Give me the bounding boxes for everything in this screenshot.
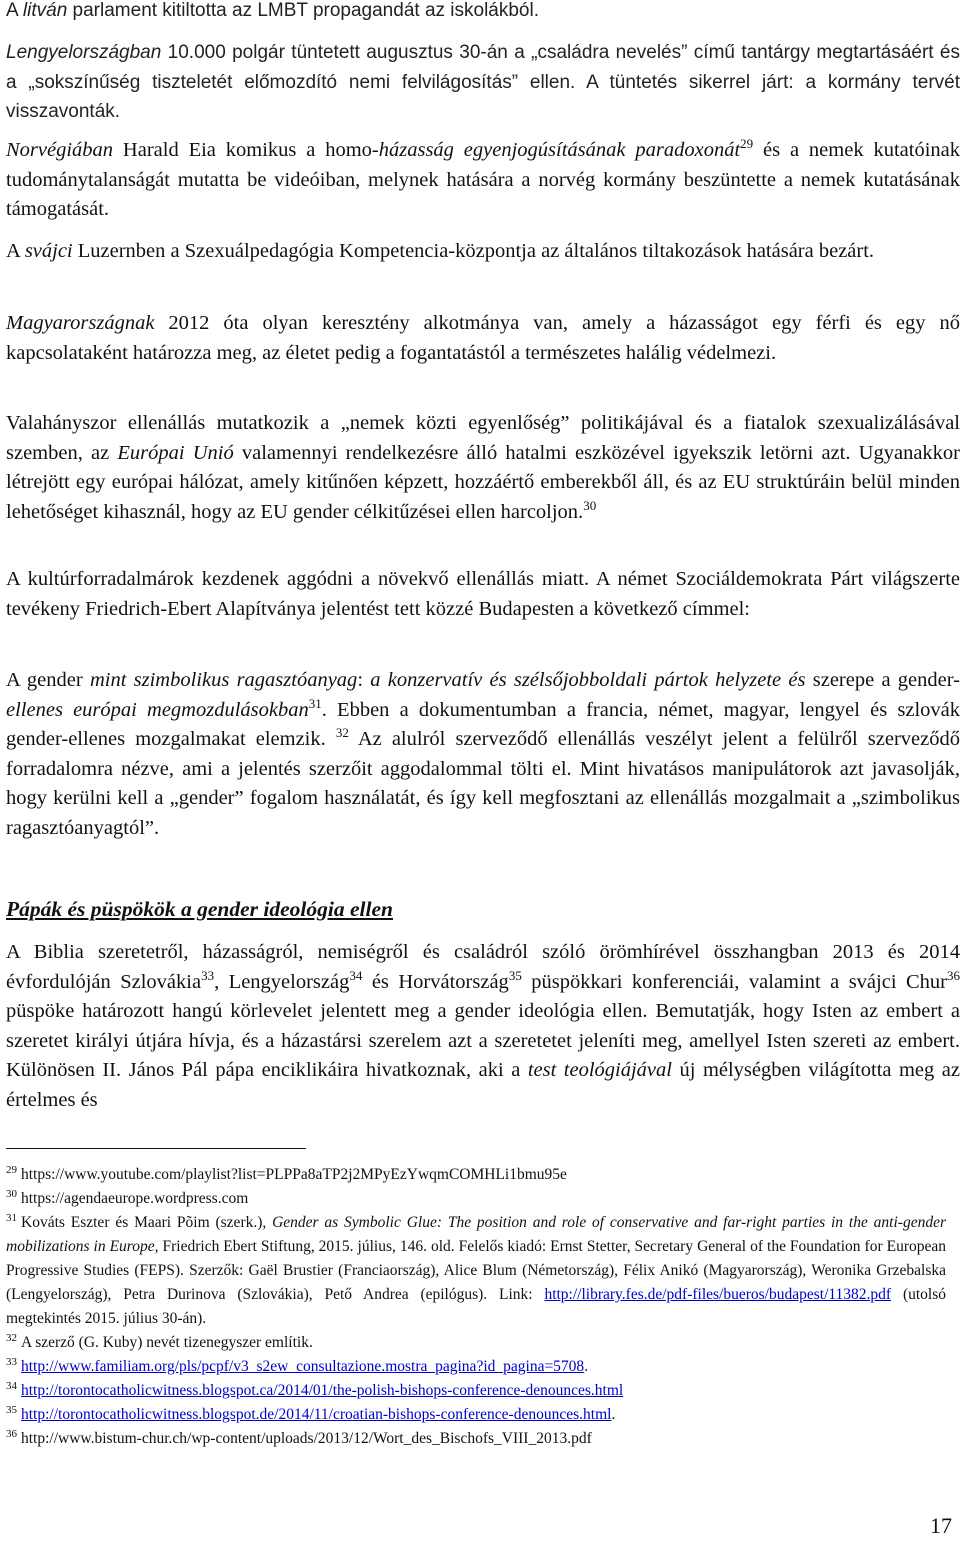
footnote-number: 36 — [6, 1427, 17, 1440]
paragraph-text: : — [357, 669, 371, 691]
footnote-number: 29 — [6, 1163, 17, 1176]
footnote-separator — [6, 1148, 306, 1149]
footnote-text: A szerző (G. Kuby) nevét tizenegyszer említik. — [21, 1334, 313, 1351]
footnote-36 — [6, 1427, 946, 1451]
paragraph-lithuania: A litván parlament kitiltotta az LMBT propagandát az iskolákból. — [6, 0, 539, 21]
paragraph-poland — [6, 38, 960, 127]
footnote-text: (utolsó megtekintés 2015. július 30-án). — [6, 1286, 946, 1327]
italic-phrase: test teológiájával — [527, 1059, 672, 1081]
italic-phrase: mint szimbolikus ragasztóanyag — [89, 669, 358, 691]
paragraph-hungary — [6, 309, 960, 368]
section-heading: Pápák és püspökök a gender ideológia ellen — [6, 897, 393, 921]
footnote-text: Kováts Eszter és Maari Põim (szerk.), — [21, 1214, 273, 1231]
footnote-29 — [6, 1163, 946, 1187]
footnote-ref: 32 — [335, 725, 349, 741]
footnote-ref: 36 — [947, 967, 960, 983]
paragraph-gender-glue — [6, 666, 960, 843]
footnote-text: http://www.bistum-chur.ch/wp-content/uploads/2013/12/Wort_des_Bischofs_VIII_2013.pdf — [21, 1430, 592, 1447]
footnote-text: . — [611, 1406, 616, 1423]
footnote-text: . — [584, 1358, 589, 1375]
footnote-34 — [6, 1379, 946, 1403]
footnote-number: 31 — [6, 1211, 17, 1224]
footnotes — [6, 1163, 946, 1451]
footnote-number: 32 — [6, 1331, 17, 1344]
paragraph-text: , Lengyelország — [214, 970, 350, 993]
footnote-ref: 33 — [201, 967, 215, 983]
footnote-35 — [6, 1403, 946, 1427]
italic-country: Magyarországnak — [6, 312, 155, 334]
footnote-number: 35 — [6, 1403, 17, 1416]
italic-country: svájci — [24, 240, 73, 262]
paragraph-text: és Horvátország — [362, 970, 509, 993]
footnote-italic-title: Gender as Symbolic Glue: The position and role of conservative and far-right parties in the anti-gender mobilizations in Europe, — [6, 1214, 946, 1255]
paragraph-eu-resistance — [6, 409, 960, 527]
italic-phrase: házasság egyenjogúsításának paradoxonát — [378, 139, 741, 161]
footnote-text: Friedrich Ebert Stiftung, 2015. július, 146. old. Felelős kiadó: Ernst Stetter, Secretary General of the Foundation for European Progressive Studies (FEPS). Szerzők: Gaël Brustier (Franciaország), Alice Blum (Németország), Félix Anikó (Magyarország), Weronika Grzebalska (Lengyelország), Petra Durinova (Szlovákia), Pető Andrea (epilógus). Link: — [6, 1238, 946, 1303]
footnote-link[interactable]: http://library.fes.de/pdf-files/bueros/budapest/11382.pdf — [544, 1286, 892, 1303]
paragraph-text: püspöke határozott hangú körlevelet jelentett meg a gender ideológia ellen. Bemutatják, hogy Isten az embert a szeretet királyi útjára hívja, és a házastársi szerelem azt a szeretetet jeleníti meg, amellyel Isten szereti az embert. Különösen II. János Pál pápa enciklikáira hivatkoznak, aki a — [6, 1000, 960, 1081]
paragraph-switzerland — [6, 237, 960, 267]
paragraph-popes-bishops — [6, 938, 960, 1115]
footnote-ref: 30 — [583, 497, 597, 513]
paragraph-text: Luzernben a Szexuálpedagógia Kompetencia-központja az általános tiltakozások hatására bezárt. — [72, 240, 875, 262]
paragraph-text: 10.000 polgár tüntetett augusztus 30-án a „családra nevelés” című tantárgy megtartásáért és a „sokszínűség tiszteletét előmozdító nemi felvilágosítás” ellen. A tüntetés sikerrel járt: a kormány tervét visszavonták. — [6, 42, 960, 122]
footnote-link[interactable]: http://www.familiam.org/pls/pcpf/v3_s2ew_consultazione.mostra_pagina?id_pagina=5708 — [21, 1358, 585, 1375]
footnote-number: 34 — [6, 1379, 17, 1392]
paragraph-text: Harald Eia komikus a homo- — [113, 139, 379, 161]
paragraph-norway — [6, 136, 960, 225]
paragraph-text: A gender — [6, 669, 90, 691]
paragraph-text: A Biblia szeretetről, házasságról, nemiségről és családról szóló örömhírével összhangban 2013 és 2014 évfordulóján Szlovákia — [6, 941, 960, 993]
italic-phrase: ellenes európai megmozdulásokban — [6, 698, 309, 721]
footnote-number: 30 — [6, 1187, 17, 1200]
footnote-ref: 29 — [740, 136, 754, 152]
footnote-31 — [6, 1211, 946, 1331]
paragraph-text: Valahányszor ellenállás mutatkozik a „nemek közti egyenlőség” politikájával és a fiatalok szexualizálásával szemben, az — [6, 412, 960, 464]
footnote-ref: 35 — [508, 967, 522, 983]
footnote-number: 33 — [6, 1355, 17, 1368]
footnote-33 — [6, 1355, 946, 1379]
footnote-link[interactable]: http://torontocatholicwitness.blogspot.ca/2014/01/the-polish-bishops-conference-denounces.html — [21, 1382, 624, 1399]
paragraph-text: valamennyi rendelkezésre álló hatalmi eszközével igyekszik letörni azt. Ugyanakkor létrejött egy európai hálózat, amely kitűnően képzett, hozzáértő emberekből áll, és az EU struktúráin belül minden lehetőséget kihasznál, hogy az EU gender célkitűzései ellen harcoljon. — [6, 441, 960, 523]
italic-country: litván — [22, 0, 68, 21]
footnote-text: https://agendaeurope.wordpress.com — [21, 1190, 249, 1207]
italic-country: Norvégiában — [6, 139, 114, 161]
footnote-text: https://www.youtube.com/playlist?list=PLPPa8aTP2j2MPyEzYwqmCOMHLi1bmu95e — [21, 1166, 567, 1183]
footnote-ref: 31 — [308, 695, 322, 711]
paragraph-text: szerepe a gender- — [805, 669, 960, 691]
italic-phrase: a konzervatív és szélsőjobboldali pártok helyzete és — [370, 669, 806, 691]
footnote-ref: 34 — [349, 967, 363, 983]
footnote-30 — [6, 1187, 946, 1211]
footnote-link[interactable]: http://torontocatholicwitness.blogspot.de/2014/11/croatian-bishops-conference-denounces.html — [21, 1406, 612, 1423]
italic-country: Lengyelországban — [6, 42, 162, 63]
paragraph-text: és a nemek kutatóinak tudománytalanságát mutatta be videóiban, melynek hatására a norvég kormány beszüntette a nemek kutatásának támogatását. — [6, 139, 960, 220]
paragraph-text: Az alulról szerveződő ellenállás veszélyt jelent a felülről szerveződő forradalomra nézve, ami a jelentés szerzőit aggodalommal tölti el. Mint hivatásos manipulátorok azt javasolják, hogy kerülni kell a „gender” fogalom használatát, és így kell megfosztani az ellenállás mozgalmait a „szimbolikus ragasztóanyagtól”. — [6, 728, 960, 839]
paragraph-text: 2012 óta olyan keresztény alkotmánya van, amely a házasságot egy férfi és egy nő kapcsolataként határozza meg, az életet pedig a fogantatástól a természetes halálig védelmezi. — [6, 312, 960, 364]
footnote-32 — [6, 1331, 946, 1355]
paragraph-cultural-revolutionaries: A kultúrforradalmárok kezdenek aggódni a növekvő ellenállás miatt. A német Szociáldemokrata Párt világszerte tevékeny Friedrich-Ebert Alapítványa jelentést tett közzé Budapesten a következő címmel: — [6, 568, 960, 620]
paragraph-text: A — [6, 240, 25, 262]
paragraph-text: . Ebben a dokumentumban a francia, német, magyar, lengyel és szlovák gender-ellenes mozgalmakat elemzik. — [6, 698, 960, 750]
italic-phrase: Európai Unió — [117, 441, 234, 464]
page-number: 17 — [930, 1513, 952, 1538]
paragraph-text: új mélységben világította meg az értelmes és — [6, 1059, 960, 1111]
paragraph-text: püspökkari konferenciái, valamint a svájci Chur — [521, 970, 947, 993]
